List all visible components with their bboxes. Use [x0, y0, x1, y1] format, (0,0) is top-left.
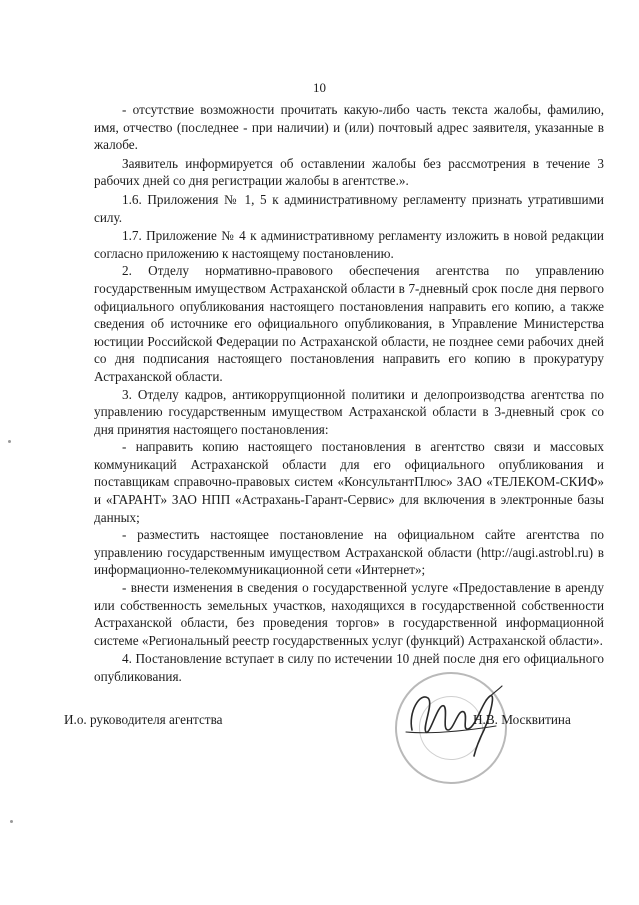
paragraph-1-6: 1.6. Приложения № 1, 5 к административному регламенту признать утратившими силу.: [94, 191, 604, 225]
paragraph-3-publish-site: - разместить настоящее постановление на официальном сайте агентства по управлению государственным имуществом Астраханской области (http://augi.astrobl.ru) в информационно-телекоммуникационной сети «Интернет»;: [94, 527, 604, 578]
paragraph-3: 3. Отделу кадров, антикоррупционной политики и делопроизводства агентства по управлению государственным имуществом Астраханской области в 3-дневный срок со дня принятия настоящего постановления:: [94, 386, 604, 437]
page-number: 10: [313, 80, 326, 95]
paragraph-applicant-notice: Заявитель информируется об оставлении жалобы без рассмотрения в течение 3 рабочих дней со дня регистрации жалобы в агентстве.».: [94, 155, 604, 189]
scan-artifact: [10, 820, 13, 823]
paragraph-1-7: 1.7. Приложение № 4 к административному регламенту изложить в новой редакции согласно приложению к настоящему постановлению.: [94, 228, 604, 261]
document-body: [94, 101, 604, 686]
paragraph-3-send-copy: - направить копию настоящего постановления в агентство связи и массовых коммуникаций Астраханской области для его официального опубликования и поставщикам справочно-правовых систем «КонсультантПлюс» ЗАО «ТЕЛЕКОМ-СКИФ» и «ГАРАНТ» ЗАО НПП «Астрахань-Гарант-Сервис» для включения в электронные базы данных;: [94, 439, 604, 525]
paragraph-missing-data-item: - отсутствие возможности прочитать какую-либо часть текста жалобы, фамилию, имя, отчество (последнее - при наличии) и (или) почтовый адрес заявителя, указанные в жалобе.: [94, 102, 604, 153]
paragraph-2: 2. Отделу нормативно-правового обеспечения агентства по управлению государственным имуществом Астраханской области в 7-дневный срок после дня первого официального опубликования настоящего постановления направить его копию, а также сведения об источнике его официального опубликования, в Управление Министерства юстиции Российской Федерации по Астраханской области, не позднее семи рабочих дней со дня подписания настоящего постановления направить его копию в прокуратуру Астраханской области.: [94, 263, 604, 384]
paragraph-3-update-registry: - внести изменения в сведения о государственной услуге «Предоставление в аренду или собственность земельных участков, находящихся в государственной собственности Астраханской области, без проведения торгов» в государственной информационной системе «Региональный реестр государственных услуг (функций) Астраханской области».: [94, 580, 604, 648]
signatory-position: И.о. руководителя агентства: [64, 712, 223, 727]
paragraph-4: 4. Постановление вступает в силу по истечении 10 дней после дня его официального опубликования.: [94, 651, 604, 684]
signatory-name: Н.В. Москвитина: [473, 712, 571, 727]
scan-artifact: [8, 440, 11, 443]
